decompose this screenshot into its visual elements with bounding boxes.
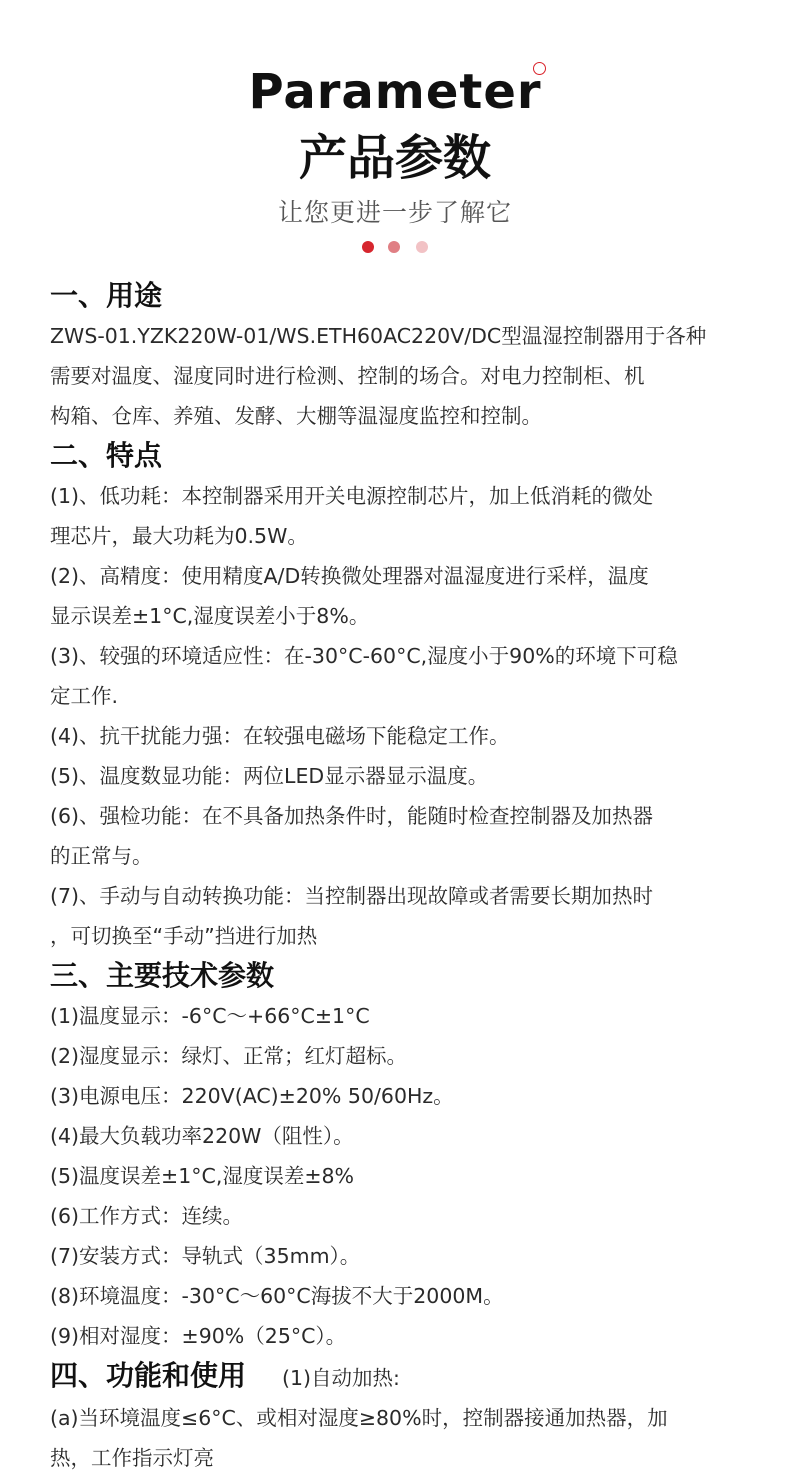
dot-icon bbox=[362, 241, 374, 253]
section-title-function-text: 四、功能和使用 bbox=[50, 1359, 247, 1392]
registered-mark-icon bbox=[533, 62, 546, 75]
spec-item: (8)环境温度：-30°C～60°C海拔不大于2000M。 bbox=[50, 1284, 504, 1308]
feature-item: (7)、手动与自动转换功能：当控制器出现故障或者需要长期加热时 ，可切换至“手动”挡进行加热 bbox=[50, 884, 654, 948]
subtitle: 让您更进一步了解它 bbox=[277, 198, 512, 227]
spec-item: (3)电源电压：220V(AC)±20% 50/60Hz。 bbox=[50, 1084, 454, 1108]
dot-icon bbox=[388, 241, 400, 253]
feature-item: (6)、强检功能：在不具备加热条件时，能随时检查控制器及加热器 的正常与。 bbox=[50, 804, 654, 868]
feature-item: (1)、低功耗：本控制器采用开关电源控制芯片，加上低消耗的微处 理芯片，最大功耗为0.5W。 bbox=[50, 484, 654, 548]
usage-line: ZWS-01.YZK220W-01/WS.ETH60AC220V/DC型温湿控制器用于各种 bbox=[50, 324, 707, 348]
spec-item: (5)温度误差±1°C,湿度误差±8% bbox=[50, 1164, 355, 1188]
feature-item: (5)、温度数显功能：两位LED显示器显示温度。 bbox=[50, 764, 489, 788]
dot-icon bbox=[416, 241, 428, 253]
auto-heating-label: (1)自动加热: bbox=[282, 1366, 400, 1390]
spec-item: (6)工作方式：连续。 bbox=[50, 1204, 244, 1228]
function-line: 热，工作指示灯亮 bbox=[50, 1446, 214, 1470]
feature-item: (4)、抗干扰能力强：在较强电磁场下能稳定工作。 bbox=[50, 724, 510, 748]
spec-item: (1)温度显示：-6°C～+66°C±1°C bbox=[50, 1004, 370, 1028]
usage-line: 需要对温度、湿度同时进行检测、控制的场合。对电力控制柜、机 bbox=[50, 364, 645, 388]
spec-item: (2)湿度显示：绿灯、正常；红灯超标。 bbox=[50, 1044, 408, 1068]
section-title-function bbox=[50, 1356, 740, 1398]
title-en: Parameter bbox=[248, 64, 542, 120]
content bbox=[50, 276, 740, 1478]
usage-line: 构箱、仓库、养殖、发酵、大棚等温湿度监控和控制。 bbox=[50, 404, 542, 428]
section-title-specs: 三、主要技术参数 bbox=[50, 959, 275, 992]
section-title-usage: 一、用途 bbox=[50, 279, 163, 312]
function-line: (a)当环境温度≤6°C、或相对湿度≥80%时，控制器接通加热器，加 bbox=[50, 1406, 668, 1430]
spec-item: (9)相对湿度：±90%（25°C）。 bbox=[50, 1324, 347, 1348]
feature-item: (2)、高精度：使用精度A/D转换微处理器对温湿度进行采样，温度 显示误差±1°C,湿度误差小于8%。 bbox=[50, 564, 649, 628]
title-cn: 产品参数 bbox=[298, 130, 491, 186]
section-title-features: 二、特点 bbox=[50, 439, 163, 472]
feature-item: (3)、较强的环境适应性：在-30°C-60°C,湿度小于90%的环境下可稳 定工作. bbox=[50, 644, 678, 708]
spec-item: (4)最大负载功率220W（阻性）。 bbox=[50, 1124, 354, 1148]
spec-item: (7)安装方式：导轨式（35mm）。 bbox=[50, 1244, 361, 1268]
